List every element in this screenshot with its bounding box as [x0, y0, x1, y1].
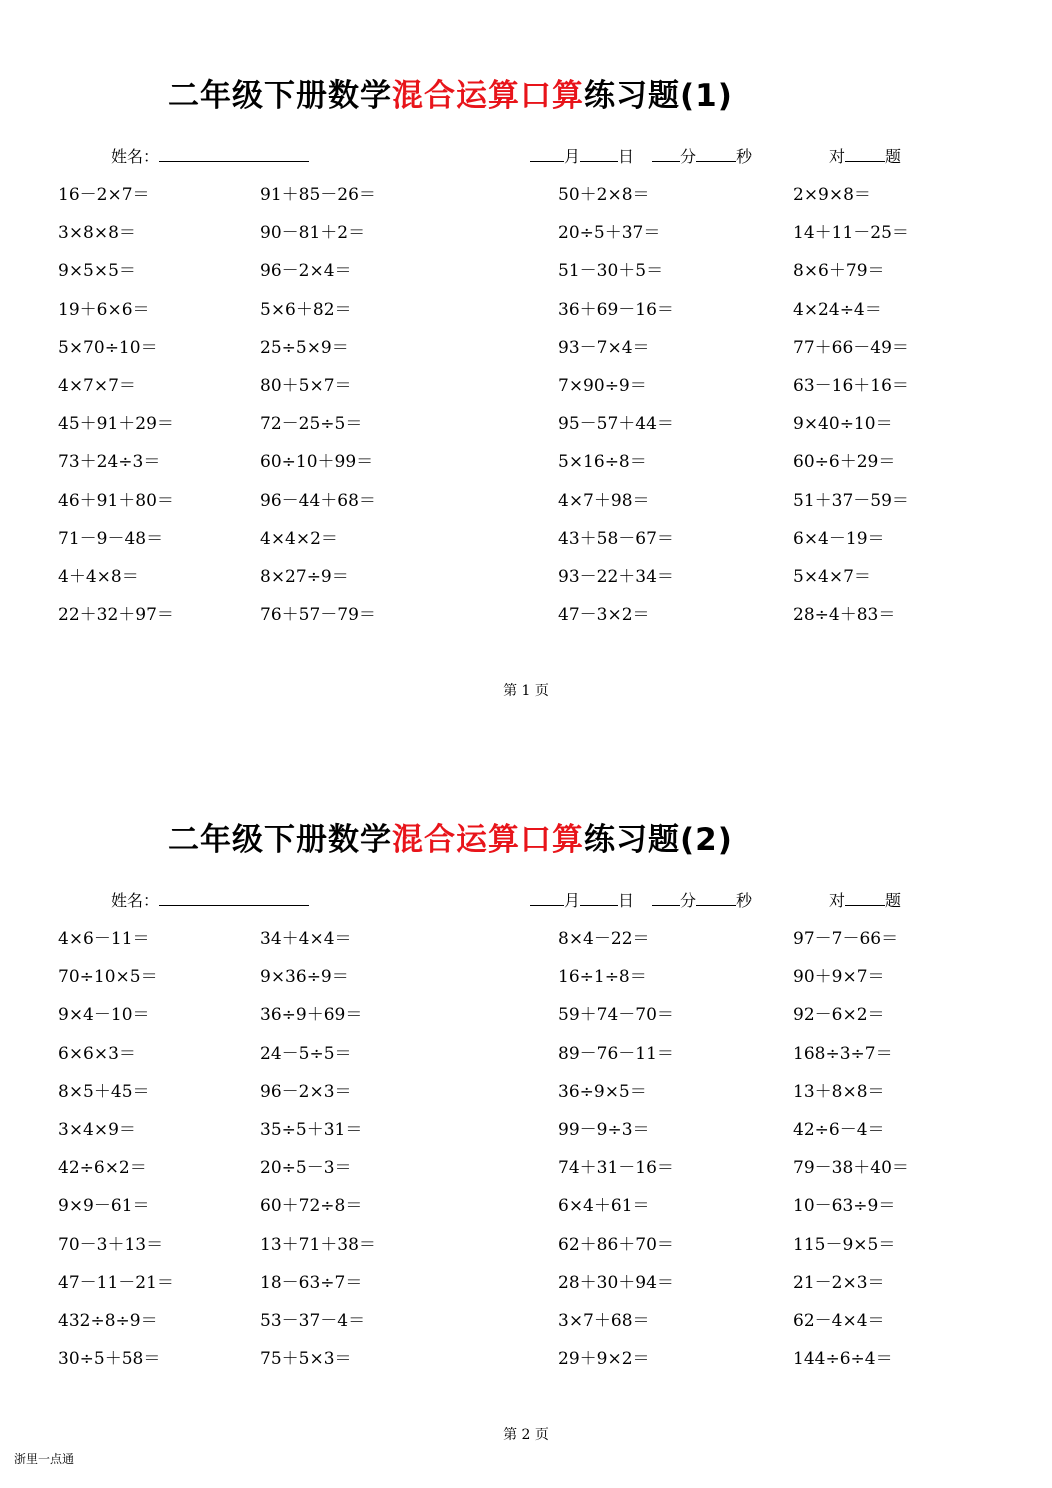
title-highlight: 混合运算口算 [392, 822, 584, 858]
problem: 63－16＋16＝ [793, 375, 909, 396]
problem: 35÷5＋31＝ [260, 1119, 363, 1140]
day-label: 日 [618, 891, 635, 910]
problem: 22＋32＋97＝ [58, 605, 174, 626]
minute-blank [652, 891, 680, 906]
problem: 99－9÷3＝ [558, 1119, 650, 1140]
problem: 74＋31－16＝ [558, 1158, 674, 1179]
problem: 34＋4×4＝ [260, 929, 352, 949]
month-blank [530, 147, 564, 162]
problem: 96－2×3＝ [260, 1081, 352, 1102]
page-title [168, 814, 733, 859]
problem: 95－57＋44＝ [558, 414, 674, 435]
problem: 70－3＋13＝ [58, 1234, 164, 1255]
problem: 4×7×7＝ [58, 375, 136, 396]
problem: 90－81＋2＝ [260, 223, 366, 244]
problem: 62＋86＋70＝ [558, 1234, 674, 1255]
problem: 8×27÷9＝ [260, 566, 349, 587]
problem: 18－63÷7＝ [260, 1272, 363, 1293]
problem: 60÷10＋99＝ [260, 452, 374, 473]
problem: 42÷6－4＝ [793, 1119, 885, 1140]
day-blank [580, 891, 618, 906]
minute-blank [652, 147, 680, 162]
problem: 62－4×4＝ [793, 1310, 885, 1331]
problem: 19＋6×6＝ [58, 299, 150, 320]
problem: 25÷5×9＝ [260, 337, 349, 358]
correct-label: 对 [829, 891, 846, 910]
problem: 8×4－22＝ [558, 929, 650, 949]
month-label: 月 [564, 147, 581, 166]
problem: 21－2×3＝ [793, 1272, 885, 1293]
problem: 10－63÷9＝ [793, 1196, 896, 1217]
name-field [111, 888, 309, 911]
problem-column-2 [260, 924, 376, 1382]
problem: 8×6＋79＝ [793, 261, 885, 282]
problem: 36÷9×5＝ [558, 1081, 647, 1102]
problem-column-4 [793, 180, 909, 638]
problem: 29＋9×2＝ [558, 1349, 650, 1370]
problem: 432÷8÷9＝ [58, 1310, 158, 1331]
name-blank [159, 891, 309, 906]
problem: 28＋30＋94＝ [558, 1272, 674, 1293]
problem: 36÷9＋69＝ [260, 1005, 363, 1026]
problem: 60÷6＋29＝ [793, 452, 896, 473]
problem: 5×4×7＝ [793, 566, 871, 587]
score-field [829, 144, 901, 167]
second-blank [696, 147, 736, 162]
problem: 144÷6÷4＝ [793, 1349, 893, 1370]
problem: 16÷1÷8＝ [558, 967, 647, 988]
problem: 90＋9×7＝ [793, 967, 885, 988]
problem: 30÷5＋58＝ [58, 1349, 161, 1370]
problem: 13＋71＋38＝ [260, 1234, 376, 1255]
worksheet-page-2 [0, 744, 1052, 1488]
problem: 47－3×2＝ [558, 605, 650, 626]
problem: 3×8×8＝ [58, 223, 136, 244]
problem: 71－9－48＝ [58, 528, 164, 549]
second-label: 秒 [736, 147, 753, 166]
problem: 6×6×3＝ [58, 1043, 136, 1064]
second-blank [696, 891, 736, 906]
problem: 9×4－10＝ [58, 1005, 150, 1026]
problem: 5×16÷8＝ [558, 452, 647, 473]
problem: 6×4－19＝ [793, 528, 885, 549]
minute-label: 分 [680, 147, 697, 166]
question-label: 题 [885, 891, 902, 910]
name-field [111, 144, 309, 167]
problem: 4×7＋98＝ [558, 490, 650, 511]
problem: 91＋85－26＝ [260, 185, 376, 205]
problem-column-3 [558, 180, 674, 638]
day-label: 日 [618, 147, 635, 166]
problem: 28÷4＋83＝ [793, 605, 896, 626]
correct-label: 对 [829, 147, 846, 166]
problem: 96－2×4＝ [260, 261, 352, 282]
problem: 36＋69－16＝ [558, 299, 674, 320]
footer-watermark: 浙里一点通 [14, 1452, 75, 1466]
problem: 20÷5－3＝ [260, 1158, 352, 1179]
problem: 168÷3÷7＝ [793, 1043, 893, 1064]
problem-column-3 [558, 924, 674, 1382]
problem-column-1 [58, 180, 174, 638]
page-number: 第 2 页 [503, 1427, 549, 1443]
name-label: 姓名： [111, 891, 160, 910]
second-label: 秒 [736, 891, 753, 910]
problem: 24－5÷5＝ [260, 1043, 352, 1064]
problem: 75＋5×3＝ [260, 1349, 352, 1370]
problem: 5×70÷10＝ [58, 337, 158, 358]
problem: 51＋37－59＝ [793, 490, 909, 511]
minute-label: 分 [680, 891, 697, 910]
problem: 76＋57－79＝ [260, 605, 376, 626]
title-text: 二年级下册数学 [168, 822, 392, 858]
title-text-suffix: 练习题(2) [584, 822, 733, 858]
time-field [530, 144, 752, 167]
problem: 9×9－61＝ [58, 1196, 150, 1217]
problem-column-2 [260, 180, 376, 638]
problem: 53－37－4＝ [260, 1310, 366, 1331]
problem: 20÷5＋37＝ [558, 223, 661, 244]
problem: 93－22＋34＝ [558, 566, 674, 587]
problem: 9×40÷10＝ [793, 414, 893, 435]
problem: 93－7×4＝ [558, 337, 650, 358]
problem: 6×4＋61＝ [558, 1196, 650, 1217]
problem: 97－7－66＝ [793, 929, 899, 949]
problem: 46＋91＋80＝ [58, 490, 174, 511]
problem: 51－30＋5＝ [558, 261, 664, 282]
problem: 9×5×5＝ [58, 261, 136, 282]
title-text: 二年级下册数学 [168, 78, 392, 114]
problem: 2×9×8＝ [793, 185, 871, 205]
problem: 92－6×2＝ [793, 1005, 885, 1026]
problem: 13＋8×8＝ [793, 1081, 885, 1102]
title-text-suffix: 练习题(1) [584, 78, 733, 114]
problem: 73＋24÷3＝ [58, 452, 161, 473]
title-highlight: 混合运算口算 [392, 78, 584, 114]
page-number: 第 1 页 [503, 683, 549, 699]
page-title [168, 70, 733, 115]
problem: 79－38＋40＝ [793, 1158, 909, 1179]
day-blank [580, 147, 618, 162]
name-blank [159, 147, 309, 162]
score-field [829, 888, 901, 911]
problem: 77＋66－49＝ [793, 337, 909, 358]
score-blank [845, 147, 885, 162]
problem: 7×90÷9＝ [558, 375, 647, 396]
problem: 4×4×2＝ [260, 528, 338, 549]
problem: 8×5＋45＝ [58, 1081, 150, 1102]
month-blank [530, 891, 564, 906]
problem: 16－2×7＝ [58, 185, 150, 205]
name-label: 姓名： [111, 147, 160, 166]
problem: 70÷10×5＝ [58, 967, 158, 988]
problem: 50＋2×8＝ [558, 185, 650, 205]
problem-column-4 [793, 924, 909, 1382]
problem: 72－25÷5＝ [260, 414, 363, 435]
time-field [530, 888, 752, 911]
problem: 80＋5×7＝ [260, 375, 352, 396]
problem: 3×4×9＝ [58, 1119, 136, 1140]
problem-column-1 [58, 924, 174, 1382]
problem: 96－44＋68＝ [260, 490, 376, 511]
problem: 45＋91＋29＝ [58, 414, 174, 435]
problem: 4×6－11＝ [58, 929, 150, 949]
problem: 115－9×5＝ [793, 1234, 896, 1255]
month-label: 月 [564, 891, 581, 910]
problem: 42÷6×2＝ [58, 1158, 147, 1179]
problem: 3×7＋68＝ [558, 1310, 650, 1331]
problem: 89－76－11＝ [558, 1043, 674, 1064]
problem: 14＋11－25＝ [793, 223, 909, 244]
question-label: 题 [885, 147, 902, 166]
problem: 4×24÷4＝ [793, 299, 882, 320]
problem: 5×6＋82＝ [260, 299, 352, 320]
problem: 9×36÷9＝ [260, 967, 349, 988]
problem: 60＋72÷8＝ [260, 1196, 363, 1217]
problem: 4＋4×8＝ [58, 566, 139, 587]
problem: 43＋58－67＝ [558, 528, 674, 549]
problem: 47－11－21＝ [58, 1272, 174, 1293]
problem: 59＋74－70＝ [558, 1005, 674, 1026]
score-blank [845, 891, 885, 906]
